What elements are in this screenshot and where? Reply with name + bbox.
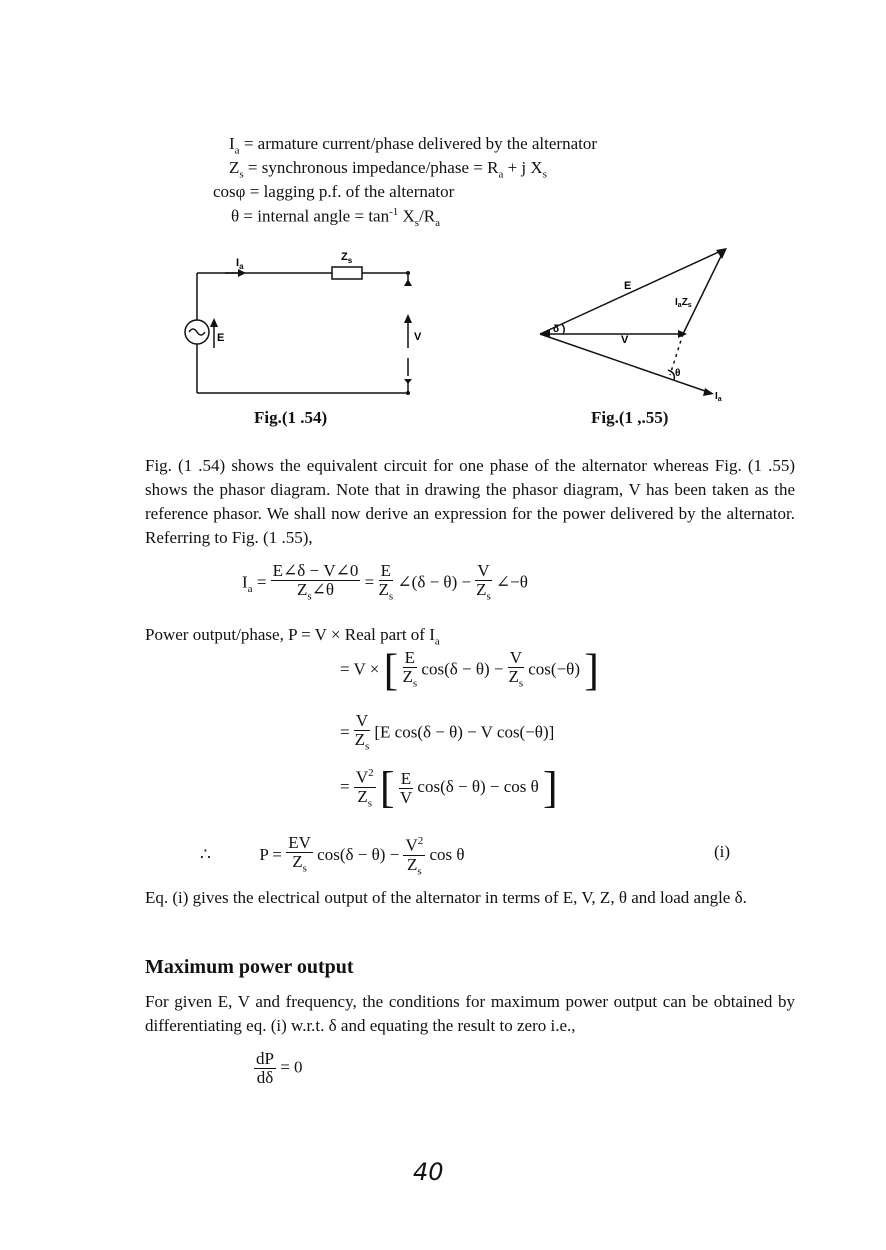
definition-ia: $I_a$ = armature current/phase delivered by the alternator <box>229 134 598 157</box>
phasor-v-label: V <box>621 334 629 346</box>
paragraph-max-power: For given E, V and frequency, the conditions for maximum power output can be obtained by differentiating eq. (i) w.r.t. δ and equating the result to zero i.e., <box>145 992 795 1035</box>
ia-label: $I_a$ <box>236 257 244 271</box>
phasor-iazs-label: $I_aZ_s$ <box>675 297 692 309</box>
phasor-diagram-figure <box>530 240 750 405</box>
figure-caption-2: Fig.(1 ,.55) <box>591 408 669 427</box>
e-label: E <box>217 332 225 344</box>
page-number: 40 <box>413 1158 444 1186</box>
equivalent-circuit-figure <box>170 248 430 408</box>
equation-tag: (i) <box>714 842 731 861</box>
phasor-ia-label: $I_a$ <box>715 391 722 403</box>
definition-cosphi: cosφ = lagging p.f. of the alternator <box>213 182 455 201</box>
zs-label: $Z_s$ <box>341 251 353 265</box>
definition-theta: θ = internal angle = $\tan^{-1} X_s/R_a$ <box>231 206 441 230</box>
equation-derivative: $\frac{dP}{d\delta}$ = 0 <box>256 1049 303 1087</box>
equation-power-simplified: = $\frac{V^2}{Z_s}$ [ $\frac{E}{V}$ cos(δ − θ) − cos θ ] <box>340 763 558 813</box>
delta-label: δ <box>553 324 560 335</box>
phasor-e-label: E <box>624 280 632 292</box>
paragraph-eq-i-explanation: Eq. (i) gives the electrical output of the alternator in terms of E, V, Z, θ and load angle δ. <box>145 888 747 907</box>
v-label: V <box>414 331 422 343</box>
equation-power-factored: = $\frac{V}{Z_s}$ [E cos(δ − θ) − V cos(−θ)] <box>340 711 555 753</box>
equation-power-expansion: = V × [ $\frac{E}{Z_s}$ cos(δ − θ) − $\frac{V}{Z_s}$ cos(−θ) ] <box>340 645 599 695</box>
power-output-line: Power output/phase, P = V × Real part of $I_a$ <box>145 625 440 648</box>
equation-ia: $I_a$ = $\frac{E\angle\delta - V\angle 0}{Z_s\angle\theta}$ = $\frac{E}{Z_s}$ ∠(δ − θ) − $\frac{V}{Z_s}$ ∠−θ <box>242 561 528 603</box>
section-heading: Maximum power output <box>145 956 354 978</box>
figure-caption-1: Fig.(1 .54) <box>254 408 328 427</box>
equation-final-power: ∴ P = $\frac{EV}{Z_s}$ cos(δ − θ) − $\frac{V^2}{Z_s}$ cos θ <box>200 833 465 878</box>
theta-label: θ <box>675 368 681 379</box>
paragraph-intro: Fig. (1 .54) shows the equivalent circuit for one phase of the alternator whereas Fig. (1 .55) shows the phasor diagram. Note that in drawing the phasor diagram, V has been taken as the reference phasor. We shall now derive an expression for the power delivered by the alternator. Referring to Fig. (1 .55), <box>145 456 795 547</box>
definition-zs: $Z_s$ = synchronous impedance/phase = $R_a + j$ $X_s$ <box>229 158 547 181</box>
